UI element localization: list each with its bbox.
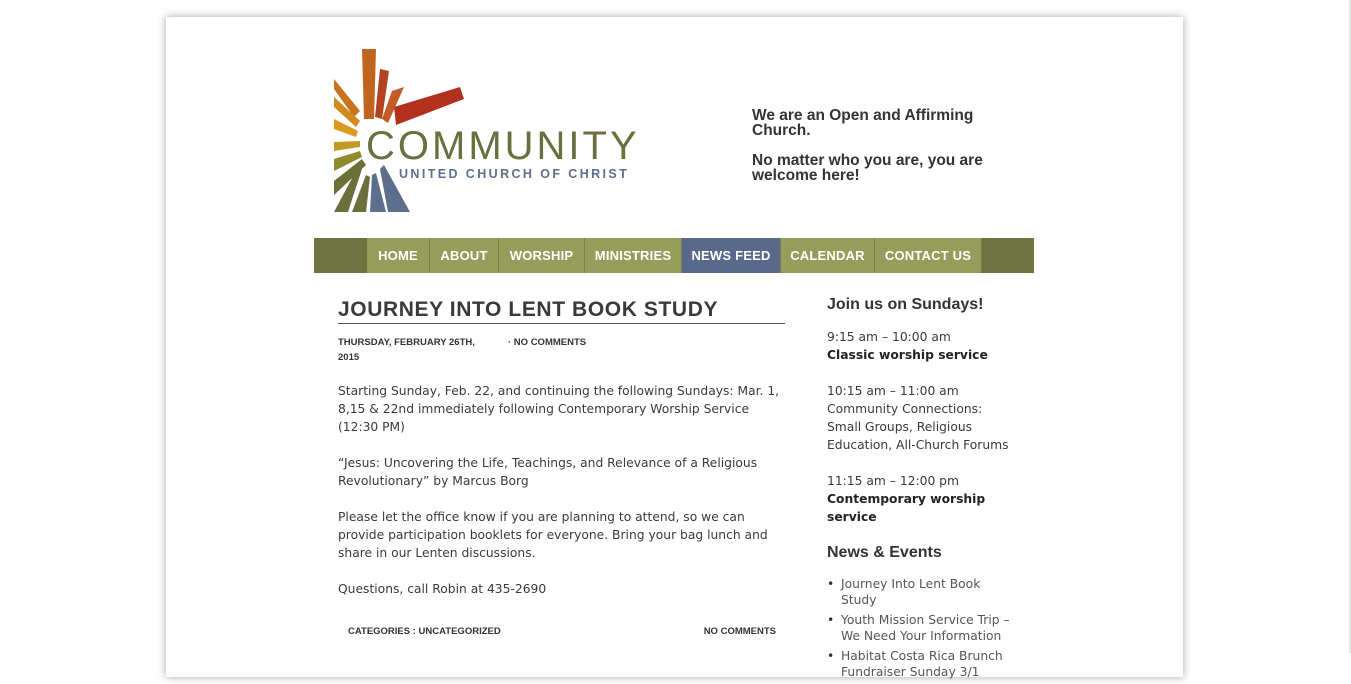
list-item: [834, 648, 1014, 680]
post-title[interactable]: JOURNEY INTO LENT BOOK STUDY: [338, 298, 785, 324]
news-link[interactable]: Habitat Costa Rica Brunch Fundraiser Sunday 3/1: [841, 649, 1003, 679]
post-comments-link[interactable]: · NO COMMENTS: [508, 337, 587, 348]
tagline-welcome: No matter who you are, you are welcome here!: [752, 152, 983, 184]
service-item: [827, 472, 1027, 526]
post-paragraph: Please let the office know if you are planning to attend, so we can provide participation booklets for everyone. Bring your bag lunch and share in our Lenten discussions.: [338, 510, 768, 560]
sundays-heading: Join us on Sundays!: [827, 296, 984, 313]
nav-contact-us[interactable]: CONTACT US: [875, 238, 982, 273]
logo-wordmark: COMMUNITY: [366, 124, 640, 168]
service-name: Community Connections: Small Groups, Religious Education, All-Church Forums: [827, 402, 1009, 452]
list-item: [834, 612, 1014, 644]
service-time: 9:15 am – 10:00 am: [827, 330, 951, 344]
service-item: [827, 382, 1027, 454]
post-footer: [348, 626, 776, 637]
post-paragraph: Questions, call Robin at 435-2690: [338, 582, 547, 596]
nav-about[interactable]: ABOUT: [430, 238, 499, 273]
post-paragraph: “Jesus: Uncovering the Life, Teachings, and Relevance of a Religious Revolutionary” by Marcus Borg: [338, 456, 758, 488]
service-time: 11:15 am – 12:00 pm: [827, 474, 959, 488]
tagline-open-affirming: We are an Open and Affirming Church.: [752, 107, 974, 139]
main-nav: [314, 238, 1034, 273]
service-name: Classic worship service: [827, 348, 988, 362]
post-paragraph: Starting Sunday, Feb. 22, and continuing the following Sundays: Mar. 1, 8,15 & 22nd immediately following Contemporary Worship Service (12:30 PM): [338, 384, 780, 434]
sidebar: [827, 296, 1027, 684]
post-body: [338, 382, 786, 616]
nav-news-feed[interactable]: NEWS FEED: [682, 238, 781, 273]
church-logo[interactable]: [332, 47, 672, 217]
service-name: Contemporary worship service: [827, 492, 986, 524]
service-item: [827, 328, 1027, 364]
service-time: 10:15 am – 11:00 am: [827, 384, 959, 398]
welcome-tagline: [752, 108, 1012, 198]
nav-ministries[interactable]: MINISTRIES: [585, 238, 682, 273]
news-link[interactable]: Journey Into Lent Book Study: [841, 577, 981, 607]
list-item: [834, 576, 1014, 608]
post-categories[interactable]: CATEGORIES : UNCATEGORIZED: [348, 626, 501, 637]
nav-calendar[interactable]: CALENDAR: [781, 238, 875, 273]
post-date: THURSDAY, FEBRUARY 26TH, 2015: [338, 337, 475, 363]
news-list: [834, 576, 1014, 680]
news-link[interactable]: Youth Mission Service Trip – We Need Your Information: [841, 613, 1010, 643]
nav-worship[interactable]: WORSHIP: [499, 238, 585, 273]
nav-home[interactable]: HOME: [367, 238, 430, 273]
logo-subtitle: UNITED CHURCH OF CHRIST: [399, 167, 630, 181]
footer-comments-link[interactable]: NO COMMENTS: [703, 626, 776, 637]
news-events-heading: News & Events: [827, 544, 942, 561]
